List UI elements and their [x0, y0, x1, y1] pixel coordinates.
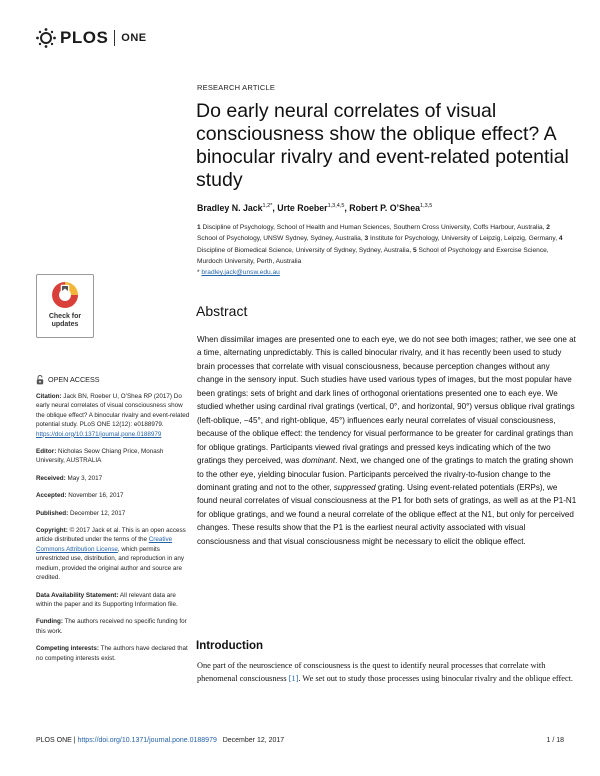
- affiliation-text: School of Psychology and Exercise Science, Murdoch University, Perth, Australia: [197, 246, 549, 265]
- affiliation-number: 4: [558, 235, 563, 243]
- logo-plos-text: PLOS: [60, 28, 109, 47]
- copyright-text-end: , which permits unrestricted use, distribution, and reproduction in any medium, provided the original author and source are credited.: [36, 545, 185, 582]
- check-updates-line1: Check for: [48, 313, 82, 320]
- author-affiliation-marks: 1,2*: [262, 203, 273, 210]
- accepted-label: Accepted:: [36, 492, 67, 500]
- open-lock-icon: [36, 375, 44, 385]
- corresponding-star: *: [197, 269, 200, 276]
- accepted-block: [36, 491, 190, 500]
- competing-interests-block: [36, 644, 190, 663]
- abstract-emphasis-dominant: dominant: [301, 456, 336, 466]
- received-block: [36, 474, 190, 483]
- license-link[interactable]: Creative Commons Attribution License: [36, 536, 173, 553]
- abstract-body: [197, 333, 577, 548]
- abstract-text-part1: When dissimilar images are presented one to each eye, we do not see both images; rather, we see one at a time, alternating unpredictably. This is called binocular rivalry, and it has recently been used to study brain processes that correlate with visual consciousness, because perception changes without any change in the sensory input. Such studies have used various types of images, but the most popular have been gratings: sets of bright and dark lines of orthogonal orientations presented one to each eye. We studied whether using cardinal rival gratings (vertical, 0°, and horizontal, 90°) versus oblique rival gratings (left-oblique, −45°, and right-oblique, 45°) influences early neural correlates of visual consciousness, because of the oblique effect: the tendency for visual performance to be greater for cardinal gratings than for oblique gratings. Participants viewed rival gratings and pressed keys indicating which of the two gratings they perceived, was: [197, 335, 576, 466]
- page-number: 1 / 18: [546, 737, 564, 744]
- affiliation-text: Discipline of Biomedical Science, University of Sydney, Sydney, Australia,: [197, 246, 412, 254]
- page-footer: [36, 737, 566, 744]
- affiliation-number: 1: [197, 224, 201, 231]
- check-updates-icon: [50, 280, 80, 310]
- received-date: May 3, 2017: [67, 474, 103, 482]
- published-date: December 12, 2017: [69, 509, 126, 517]
- author-list: Bradley N. Jack$^{1,2*}$, Urte Roeber$^{1,3,4,5}$, Robert P. O’Shea$^{1,3,5}$: [197, 203, 433, 213]
- introduction-heading: Introduction: [196, 640, 264, 652]
- plos-one-logo: [35, 26, 147, 50]
- intro-text-part1: One part of the neuroscience of consciousness is the quest to identify neural processes that correlate with phenomenal consciousness: [197, 661, 546, 683]
- abstract-heading: Abstract: [196, 303, 248, 319]
- data-availability-text: All relevant data are within the paper and its Supporting Information file.: [36, 591, 178, 608]
- author-name: Bradley N. Jack: [197, 203, 263, 213]
- article-type: RESEARCH ARTICLE: [197, 83, 276, 92]
- corresponding-email: [197, 269, 280, 276]
- citation-label: Citation:: [36, 393, 62, 400]
- abstract-text-part3: grating. Using event-related potentials (ERPs), we found neural correlates of visual consciousness at the P1 for both sets of gratings, as well as at the P1-N1 for oblique gratings, and we found a neural correlate of the oblique effect at the N1, but only for perceived changes. These results show that the P1 is the earliest neural activity associated with visual consciousness and that visual consciousness might be necessary to elicit the oblique effect.: [197, 482, 577, 546]
- competing-interests-text: The authors have declared that no competing interests exist.: [36, 645, 188, 662]
- data-availability-block: [36, 591, 190, 610]
- open-access-text: OPEN ACCESS: [48, 375, 100, 385]
- copyright-block: [36, 526, 190, 582]
- citation-text: Jack BN, Roeber U, O’Shea RP (2017) Do early neural correlates of visual consciousness show the oblique effect? A binocular rivalry and event-related potential study. PLoS ONE 12(12): e0188979.: [36, 393, 190, 429]
- author-affiliation-marks: 1,3,5: [420, 203, 433, 210]
- received-label: Received:: [36, 474, 66, 482]
- logo-journal-text: ONE: [121, 32, 147, 44]
- check-for-updates-badge[interactable]: [36, 274, 94, 338]
- footer-date: December 12, 2017: [222, 737, 285, 744]
- affiliation-text: Discipline of Psychology, School of Health and Human Sciences, Southern Cross University, Coffs Harbour, Australia,: [202, 224, 545, 231]
- funding-label: Funding:: [36, 618, 63, 626]
- published-label: Published:: [36, 509, 69, 517]
- affiliations: [197, 222, 567, 267]
- plos-logo-icon: [35, 27, 57, 49]
- affiliation-number: 2: [546, 224, 550, 231]
- editor-block: [36, 447, 190, 466]
- copyright-text: © 2017 Jack et al. This is an open access article distributed under the terms of the: [36, 527, 186, 544]
- abstract-emphasis-suppressed: suppressed: [333, 482, 376, 492]
- data-availability-label: Data Availability Statement:: [36, 591, 119, 599]
- article-title: Do early neural correlates of visual consciousness show the oblique effect? A binocular rivalry and event-related potential study: [196, 100, 569, 191]
- abstract-text-part2: . Next, we changed one of the gratings to match the grating shown to the other eye, yielding binocular fusion. Participants perceived the rivalry-to-fusion change to the dominant grating and not to the other,: [197, 456, 574, 492]
- logo-divider: [114, 30, 115, 46]
- published-block: [36, 509, 190, 518]
- author-name: Urte Roeber: [277, 203, 328, 213]
- affiliation-text: Institute for Psychology, University of Leipzig, Leipzig, Germany,: [370, 235, 558, 243]
- copyright-label: Copyright:: [36, 527, 68, 535]
- check-updates-label: [49, 313, 81, 329]
- funding-text: The authors received no specific funding for this work.: [36, 618, 187, 635]
- citation-doi-link[interactable]: https://doi.org/10.1371/journal.pone.0188979: [36, 430, 162, 438]
- competing-interests-label: Competing interests:: [36, 645, 99, 653]
- affiliation-number: 5: [413, 246, 417, 254]
- author-affiliation-marks: 1,3,4,5: [327, 203, 345, 210]
- footer-doi-link[interactable]: https://doi.org/10.1371/journal.pone.0188979: [77, 737, 217, 744]
- citation-block: [36, 392, 190, 439]
- author-name: Robert P. O’Shea: [349, 203, 421, 213]
- funding-block: [36, 617, 190, 636]
- accepted-date: November 16, 2017: [68, 492, 124, 500]
- article-metadata-sidebar: [36, 375, 190, 671]
- open-access-label: [36, 375, 190, 385]
- intro-text-part2: . We set out to study those processes using binocular rivalry and the oblique effect.: [298, 674, 574, 683]
- affiliation-number: 3: [364, 235, 369, 243]
- check-updates-line2: updates: [51, 321, 79, 328]
- editor-text: Nicholas Seow Chiang Price, Monash University, AUSTRALIA: [36, 448, 164, 465]
- editor-label: Editor:: [36, 448, 57, 456]
- introduction-body: [197, 659, 577, 685]
- email-link[interactable]: bradley.jack@unsw.edu.au: [201, 269, 280, 276]
- reference-link[interactable]: [1]: [288, 674, 299, 683]
- footer-separator: |: [71, 737, 78, 744]
- affiliation-text: School of Psychology, UNSW Sydney, Sydney, Australia,: [197, 235, 363, 243]
- footer-journal: PLOS ONE: [36, 737, 72, 744]
